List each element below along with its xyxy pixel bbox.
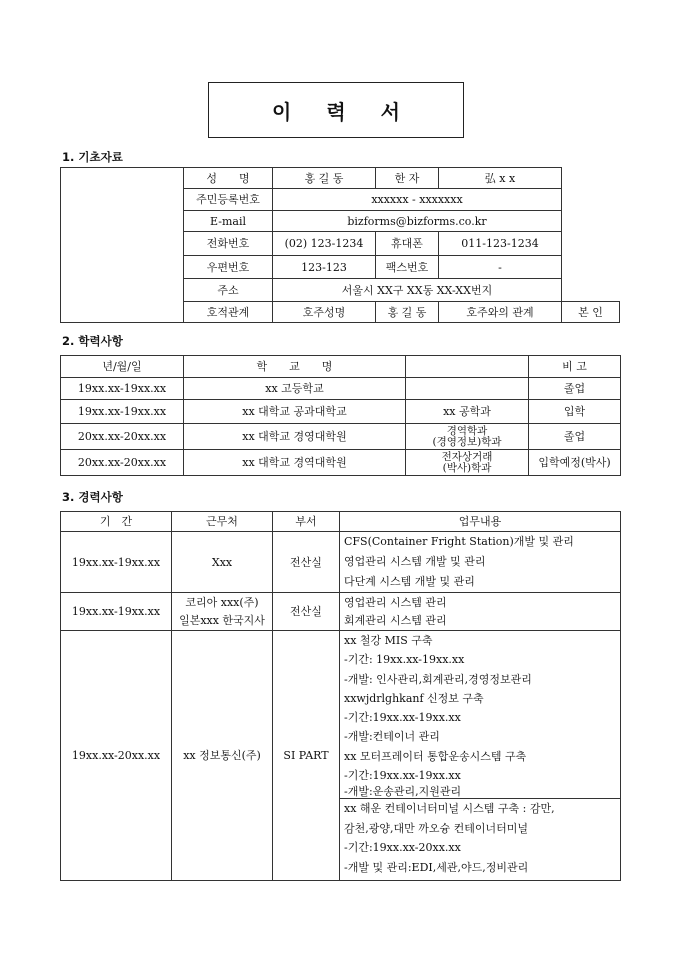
edu-major: xx 공학과 [406,400,529,424]
career-header-period: 기 간 [61,512,172,532]
edu-school: xx 고등학교 [184,378,406,400]
duty-line: -기간: 19xx.xx-19xx.xx [344,653,465,667]
section-career-heading: 3. 경력사항 [62,490,123,504]
edu-date: 19xx.xx-19xx.xx [61,378,184,400]
fax-value: - [439,256,562,279]
career-dept: 전산실 [273,532,340,593]
phone-label: 전화번호 [184,232,273,256]
page-title: 이 력 서 [208,82,464,138]
career-table [60,511,621,881]
zip-value: 123-123 [273,256,376,279]
edu-remark: 졸업 [529,424,621,450]
edu-major-line2: (경영정보)학과 [432,435,502,448]
basic-info-table [60,167,620,323]
duty-line: -개발:운송관리,지원관리 [344,785,462,799]
career-company: Xxx [172,532,273,593]
company-line1: 코리아 xxx(주) [185,595,259,609]
duty-line: 다단계 시스템 개발 및 관리 [344,575,475,588]
company-line2: 일본xxx 한국지사 [179,613,265,627]
name-label: 성 명 [184,168,273,189]
email-value: bizforms@bizforms.co.kr [273,211,562,232]
relation-label: 호주와의 관계 [439,302,562,323]
duty-line: CFS(Container Fright Station)개발 및 관리 [344,535,574,548]
duty-line: -기간:19xx.xx-19xx.xx [344,711,461,725]
duty-line: 영업관리 시스템 개발 및 관리 [344,555,486,568]
address-value: 서울시 XX구 XX동 XX-XX번지 [273,279,562,302]
householder-value: 홍 길 동 [376,302,439,323]
relation-value: 본 인 [562,302,620,323]
householder-label: 호주성명 [273,302,376,323]
edu-school: xx 대학교 경역대학원 [184,450,406,476]
career-dept: SI PART [273,631,340,881]
duty-line: 회계관리 시스템 관리 [344,613,447,627]
edu-school: xx 대학교 공과대학교 [184,400,406,424]
edu-date: 20xx.xx-20xx.xx [61,450,184,476]
edu-header-school: 학 교 명 [184,356,406,378]
duty-line: xx 해운 컨테이너터미널 시스템 구축 : 감만, [344,802,555,816]
edu-major-line1: 경역학과 [446,424,488,437]
edu-remark: 입학예정(박사) [529,450,621,476]
fax-label: 팩스번호 [376,256,439,279]
duty-line: xx 모터프레이터 통합운송시스템 구축 [344,749,527,763]
id-value: xxxxxx - xxxxxxx [273,189,562,211]
email-label: E-mail [184,211,273,232]
family-label: 호적관계 [184,302,273,323]
edu-date: 20xx.xx-20xx.xx [61,424,184,450]
duty-line: -기간:19xx.xx-20xx.xx [344,841,461,855]
education-table [60,355,621,476]
duty-line: 영업관리 시스템 관리 [344,595,447,609]
edu-major [406,450,529,476]
hanja-label: 한 자 [376,168,439,189]
hanja-value: 弘 x x [439,168,562,189]
duty-line: -개발: 인사관리,회계관리,경영정보관리 [344,672,532,686]
career-header-dept: 부서 [273,512,340,532]
edu-date: 19xx.xx-19xx.xx [61,400,184,424]
career-period: 19xx.xx-19xx.xx [61,593,172,631]
career-duties [340,593,621,631]
edu-header-remark: 비 고 [529,356,621,378]
address-label: 주소 [184,279,273,302]
career-company [172,593,273,631]
career-period: 19xx.xx-19xx.xx [61,532,172,593]
id-label: 주민등록번호 [184,189,273,211]
mobile-label: 휴대폰 [376,232,439,256]
edu-major-line1: 전자상거래 [441,450,493,463]
duty-line: -개발:컨테이너 관리 [344,730,440,744]
zip-label: 우편번호 [184,256,273,279]
duty-line: -개발 및 관리:EDI,세관,야드,정비관리 [344,860,529,874]
edu-major [406,378,529,400]
edu-header-major [406,356,529,378]
career-period: 19xx.xx-20xx.xx [61,631,172,881]
edu-header-date: 년/월/일 [61,356,184,378]
phone-value: (02) 123-1234 [273,232,376,256]
section-basic-heading: 1. 기초자료 [62,150,123,164]
mobile-value: 011-123-1234 [439,232,562,256]
career-company: xx 정보통신(주) [172,631,273,881]
edu-school: xx 대학교 경영대학원 [184,424,406,450]
career-header-company: 근무처 [172,512,273,532]
edu-remark: 졸업 [529,378,621,400]
duty-line: xx 철강 MIS 구축 [344,634,433,647]
career-dept: 전산실 [273,593,340,631]
duty-line: xxwjdrlghkanf 신정보 구축 [344,691,484,705]
career-header-duty: 업무내용 [340,512,621,532]
edu-major-line2: (박사)학과 [442,461,492,474]
edu-remark: 입학 [529,400,621,424]
photo-area [61,168,184,323]
name-value: 홍 길 동 [273,168,376,189]
career-duties [340,532,621,593]
duty-line: 감천,광양,대만 까오슝 컨테이너터미널 [344,821,529,835]
duty-line: -기간:19xx.xx-19xx.xx [344,769,461,783]
career-duties [340,631,621,881]
section-education-heading: 2. 학력사항 [62,334,123,348]
edu-major [406,424,529,450]
